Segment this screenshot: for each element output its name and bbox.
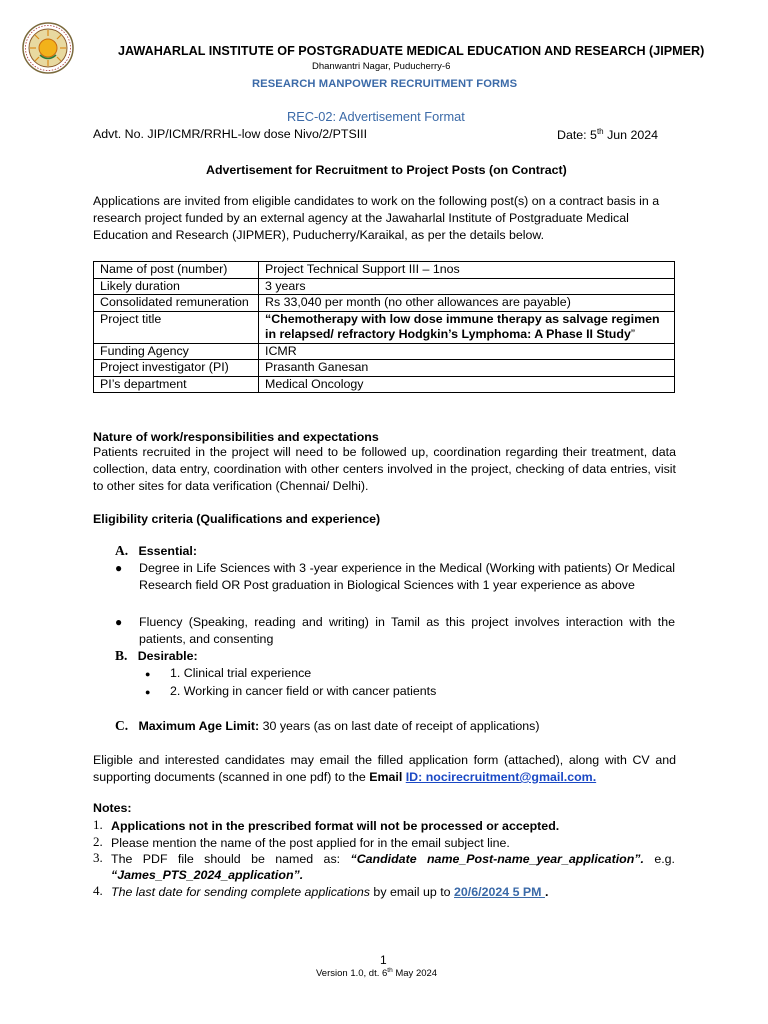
page-number: 1 [380, 953, 387, 967]
note-number: 1. [93, 817, 103, 832]
table-row [94, 311, 675, 343]
jipmer-seal-logo [22, 22, 74, 74]
version-footer: Version 1.0, dt. 6th May 2024 [316, 967, 438, 980]
note-number: 4. [93, 883, 103, 898]
table-label: Project investigator (PI) [94, 360, 259, 377]
table-value: 3 years [259, 278, 675, 295]
advertisement-date: Date: 5th Jun 2024 [557, 127, 659, 143]
institute-address: Dhanwantri Nagar, Puducherry-6 [312, 61, 451, 72]
table-row [94, 278, 675, 295]
intro-paragraph: Applications are invited from eligible candidates to work on the following post(s) on a contract basis in a research project funded by an external agency at the Jawaharlal Institute of Postgraduate Medical Education and Research (JIPMER), Puducherry/Karaikal, as per the details below. [93, 194, 660, 242]
table-label: Consolidated remuneration [94, 295, 259, 312]
last-date-link[interactable]: 20/6/2024 5 PM [454, 885, 545, 899]
page-heading: Advertisement for Recruitment to Project Posts (on Contract) [206, 163, 567, 177]
notes-title: Notes: [93, 801, 132, 815]
bullet-icon: ● [115, 615, 123, 629]
table-row [94, 343, 675, 360]
desirable-heading: B. Desirable: [115, 648, 198, 663]
bullet-icon: ● [145, 687, 151, 697]
bullet-icon: ● [145, 669, 151, 679]
desirable-item: 1. Clinical trial experience [170, 666, 312, 680]
table-value: Project Technical Support III – 1nos [259, 262, 675, 279]
table-label: Likely duration [94, 278, 259, 295]
table-label: Funding Agency [94, 343, 259, 360]
table-row [94, 262, 675, 279]
table-value: Rs 33,040 per month (no other allowances are payable) [259, 295, 675, 312]
note-item: The last date for sending complete applications by email up to 20/6/2024 5 PM . [111, 885, 549, 899]
essential-item: Degree in Life Sciences with 3 -year experience in the Medical (Working with patients) Or Medical Research field OR Post graduation in Biological Sciences with 1 year experience as above [139, 561, 675, 592]
table-value: Prasanth Ganesan [259, 360, 675, 377]
post-details-table [93, 261, 675, 393]
bullet-icon: ● [115, 561, 123, 575]
nature-title: Nature of work/responsibilities and expectations [93, 430, 379, 444]
eligibility-title: Eligibility criteria (Qualifications and experience) [93, 512, 381, 526]
age-limit: C. Maximum Age Limit: 30 years (as on last date of receipt of applications) [115, 718, 540, 733]
table-label: Name of post (number) [94, 262, 259, 279]
forms-title: RESEARCH MANPOWER RECRUITMENT FORMS [252, 78, 518, 90]
note-number: 3. [93, 850, 103, 865]
note-number: 2. [93, 834, 103, 849]
table-value: Medical Oncology [259, 376, 675, 393]
desirable-item: 2. Working in cancer field or with cancer patients [170, 684, 437, 698]
essential-heading: A. Essential: [115, 543, 197, 558]
table-value: ICMR [259, 343, 675, 360]
rec-format-title: REC-02: Advertisement Format [287, 109, 465, 124]
apply-paragraph: Eligible and interested candidates may email the filled application form (attached), along with CV and supporting documents (scanned in one pdf) to the Email ID: nocirecruitment@gmail.com. [93, 753, 676, 784]
note-item: Applications not in the prescribed format will not be processed or accepted. [111, 819, 560, 833]
advertisement-number: Advt. No. JIP/ICMR/RRHL-low dose Nivo/2/PTSIII [93, 127, 368, 141]
essential-item: Fluency (Speaking, reading and writing) in Tamil as this project involves interaction with the patients, and consenting [139, 615, 675, 646]
email-link[interactable]: ID: nocirecruitment@gmail.com. [405, 770, 597, 784]
note-item: Please mention the name of the post applied for in the email subject line. [111, 836, 510, 850]
table-label: Project title [94, 311, 259, 343]
table-label: PI’s department [94, 376, 259, 393]
table-row [94, 376, 675, 393]
institute-name: JAWAHARLAL INSTITUTE OF POSTGRADUATE MEDICAL EDUCATION AND RESEARCH (JIPMER) [118, 44, 705, 58]
table-row [94, 295, 675, 312]
note-item: The PDF file should be named as: “Candidate name_Post-name_year_application”. e.g. “James_PTS_2024_application”. [111, 852, 675, 882]
table-row [94, 360, 675, 377]
nature-body: Patients recruited in the project will need to be followed up, coordination regarding their treatment, data collection, data entry, coordination with other centers involved in the project, checking of data entries, visit to other sites for data verification (Chennai/ Delhi). [93, 445, 676, 493]
table-value: “Chemotherapy with low dose immune therapy as salvage regimen in relapsed/ refractory Hodgkin’s Lymphoma: A Phase II Study” [259, 311, 675, 343]
